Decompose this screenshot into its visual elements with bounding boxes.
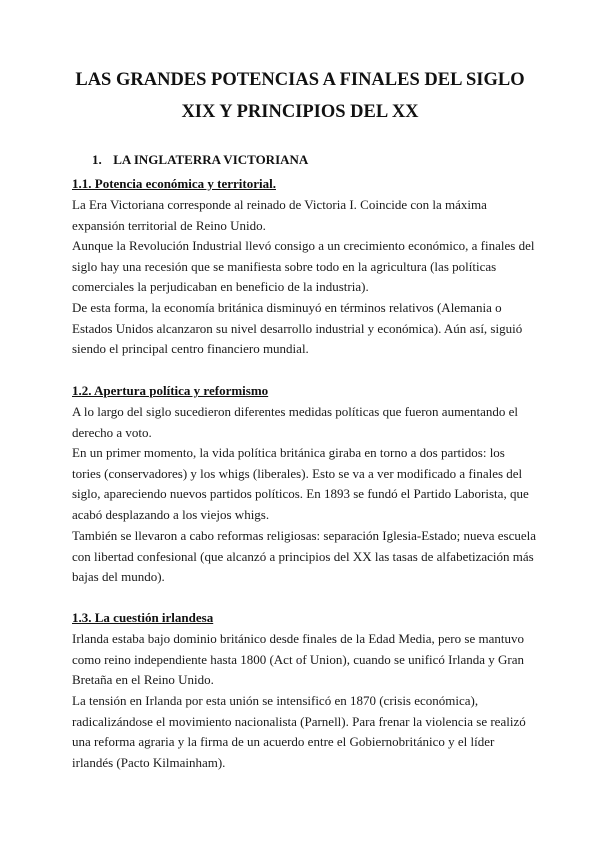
subsection-heading-1-1: 1.1. Potencia económica y territorial. (72, 176, 276, 191)
paragraph: Irlanda estaba bajo dominio británico desde finales de la Edad Media, pero se mantuvo como reino independiente hasta 1800 (Act of Union), cuando se unificó Irlanda y Gran Bretaña en el Reino Unido. (72, 631, 524, 687)
paragraph: A lo largo del siglo sucedieron diferentes medidas políticas que fueron aumentando el derecho a voto. (72, 404, 518, 440)
paragraph: La Era Victoriana corresponde al reinado de Victoria I. Coincide con la máxima expansión territorial de Reino Unido. (72, 197, 487, 233)
paragraph: En un primer momento, la vida política británica giraba en torno a dos partidos: los tories (conservadores) y los whigs (liberales). Esto se va a ver modificado a finales del siglo, apareciendo nuevos partidos políticos. En 1893 se fundó el Partido Laborista, que acabó desplazando a los viejos whigs. (72, 445, 529, 522)
subsection-heading-1-2: 1.2. Apertura política y reformismo (72, 383, 269, 398)
section-title: LA INGLATERRA VICTORIANA (113, 152, 309, 167)
subsection-heading-1-3: 1.3. La cuestión irlandesa (72, 610, 214, 625)
paragraph: La tensión en Irlanda por esta unión se intensificó en 1870 (crisis económica), radicalizándose el movimiento nacionalista (Parnell). Para frenar la violencia se realizó una reforma agraria y la firma de un acuerdo entre el Gobiernobritánico y el líder irlandés (Pacto Kilmainham). (72, 693, 526, 770)
paragraph: Aunque la Revolución Industrial llevó consigo a un crecimiento económico, a finales del siglo hay una recesión que se manifiesta sobre todo en la agricultura (las políticas comerciales la perjudicaban en beneficio de la industria). (72, 238, 535, 294)
paragraph: También se llevaron a cabo reformas religiosas: separación Iglesia-Estado; nueva escuela con libertad confesional (que alcanzó a principios del XX las tasas de alfabetización más bajas del mundo). (72, 528, 537, 584)
paragraph: De esta forma, la economía británica disminuyó en términos relativos (Alemania o Estados Unidos alcanzaron su nivel desarrollo industrial y económica). Aún así, siguió siendo el principal centro financiero mundial. (72, 300, 523, 356)
title-line-2: XIX Y PRINCIPIOS DEL XX (181, 102, 419, 122)
section-number: 1. (92, 152, 102, 167)
document-title (60, 64, 540, 128)
title-line-1: LAS GRANDES POTENCIAS A FINALES DEL SIGLO (75, 70, 525, 90)
section-heading (92, 152, 308, 168)
